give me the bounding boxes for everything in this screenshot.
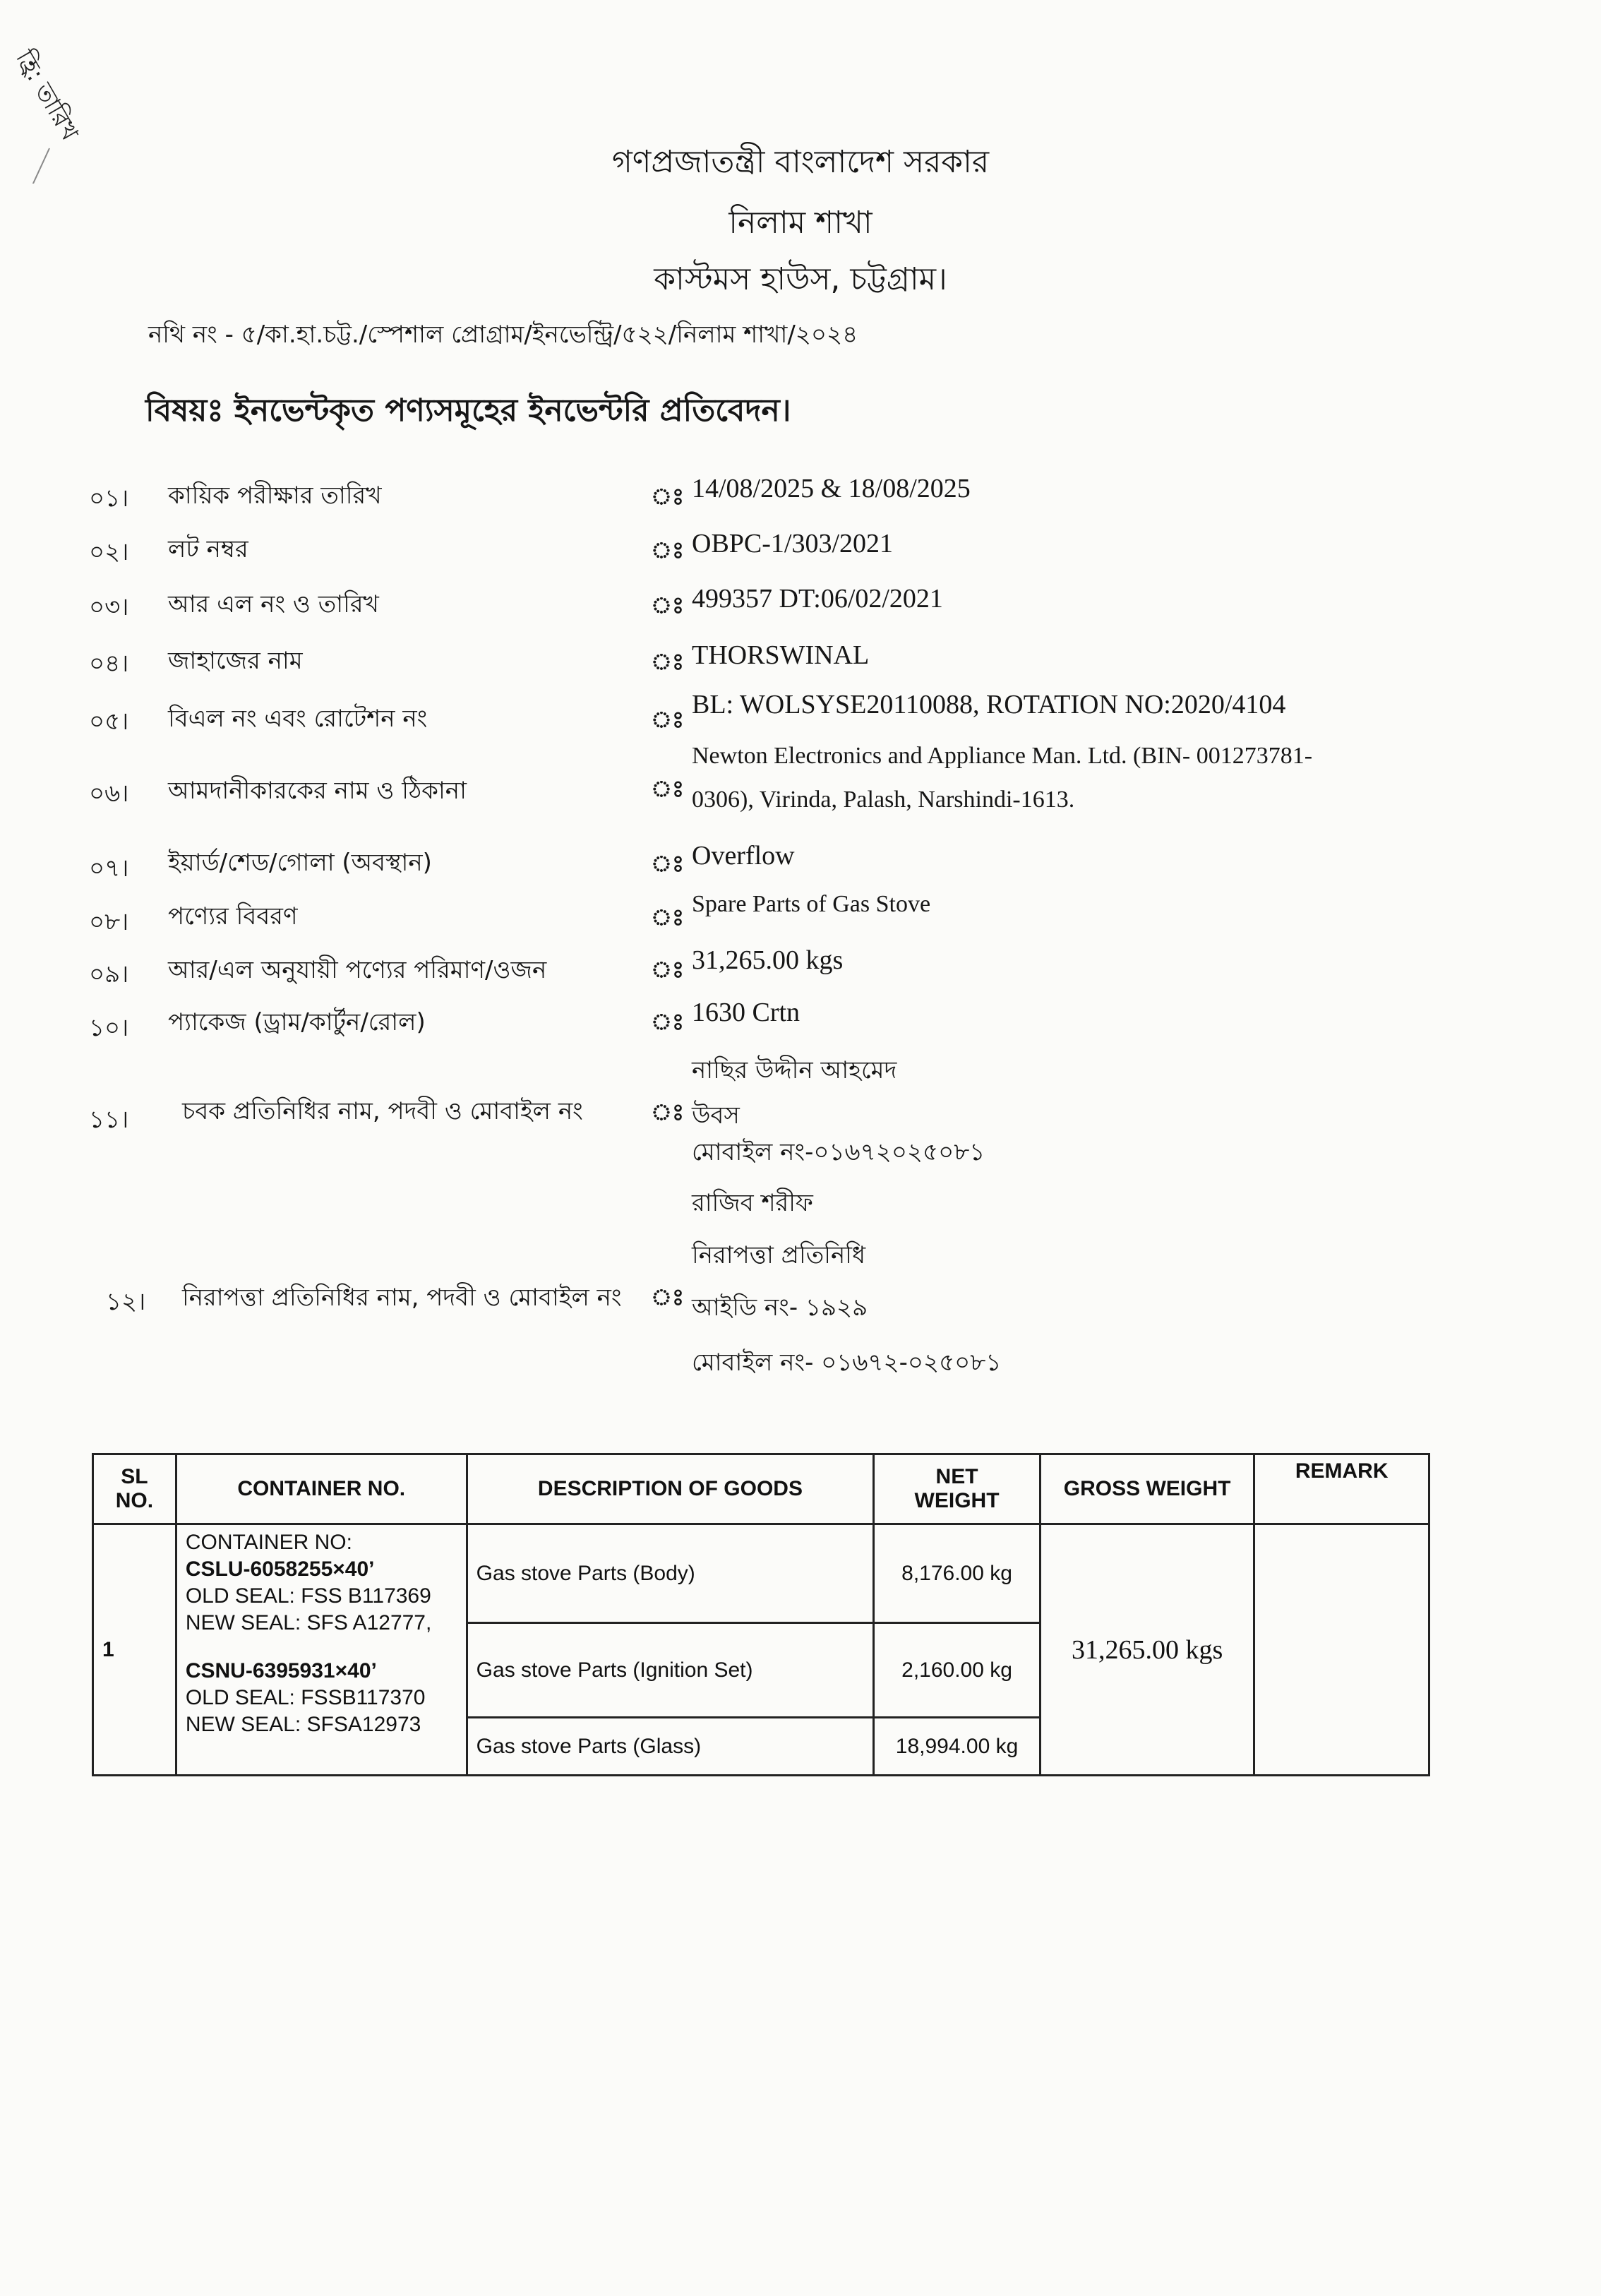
row-colon: ঃ (651, 850, 685, 877)
row-label: জাহাজের নাম (168, 647, 303, 675)
header-government: গণপ্রজাতন্ত্রী বাংলাদেশ সরকার (611, 144, 990, 180)
row-label: আমদানীকারকের নাম ও ঠিকানা (168, 777, 467, 805)
row-number: ০১। (89, 484, 129, 513)
row-colon: ঃ (651, 648, 685, 675)
row-number: ১০। (89, 1014, 129, 1042)
file-number: নথি নং - ৫/কা.হা.চট্ট./স্পেশাল প্রোগ্রাম/ইনভেন্ট্রি/৫২২/নিলাম শাখা/২০২৪ (148, 321, 858, 349)
row-colon: ঃ (651, 537, 685, 563)
row-colon: ঃ (651, 1099, 685, 1125)
header-container: CONTAINER NO. (176, 1454, 467, 1524)
row-label: বিএল নং এবং রোটেশন নং (168, 705, 428, 733)
table-row (93, 1524, 1429, 1623)
row-colon: ঃ (651, 483, 685, 510)
goods-description-value: Spare Parts of Gas Stove (692, 891, 931, 917)
row-number: ০৬। (89, 779, 129, 808)
row-label: পণ্যের বিবরণ (168, 902, 298, 931)
cpa-rep-mobile: মোবাইল নং-০১৬৭২০২৫০৮১ (692, 1138, 985, 1166)
header-branch: নিলাম শাখা (728, 205, 873, 241)
row-label: ইয়ার্ড/শেড/গোলা (অবস্থান) (168, 849, 432, 877)
margin-note-text: হ্রি: তারিখ (10, 45, 84, 145)
row-number: ০৯। (89, 960, 129, 988)
row-colon: ঃ (651, 706, 685, 733)
container-2-new-seal: NEW SEAL: SFSA12973 (185, 1713, 421, 1736)
lot-number-value: OBPC-1/303/2021 (692, 529, 894, 558)
bl-rotation-value: BL: WOLSYSE20110088, ROTATION NO:2020/4104 (692, 690, 1286, 719)
row-colon: ঃ (651, 775, 685, 802)
header-remark: REMARK (1254, 1454, 1429, 1524)
gross-weight-cell: 31,265.00 kgs (1040, 1524, 1254, 1776)
security-rep-name: রাজিব শরীফ (692, 1189, 813, 1217)
cpa-rep-name: নাছির উদ্দীন আহমেদ (692, 1056, 897, 1084)
row-number: ০৫। (89, 707, 129, 736)
row-number: ০৮। (89, 908, 129, 936)
vessel-name-value: THORSWINAL (692, 640, 870, 670)
header-net-line-2: WEIGHT (914, 1489, 1000, 1512)
row-label: আর এল নং ও তারিখ (168, 590, 379, 618)
item-net-weight: 8,176.00 kg (874, 1524, 1041, 1623)
remark-cell (1254, 1524, 1429, 1776)
container-label: CONTAINER NO: (185, 1531, 352, 1554)
header-sl-line-1: SL (121, 1465, 148, 1488)
row-number: ১২। (106, 1288, 146, 1316)
container-1-number: CSLU-6058255×40’ (185, 1557, 375, 1581)
cpa-rep-designation: উবস (692, 1101, 740, 1130)
quantity-weight-value: 31,265.00 kgs (692, 945, 844, 975)
subject-line: বিষয়ঃ ইনভেন্টকৃত পণ্যসমূহের ইনভেন্টরি প্রতিবেদন। (145, 393, 791, 429)
security-rep-id: আইডি নং- ১৯২৯ (692, 1293, 868, 1322)
container-spacer (186, 1637, 457, 1658)
header-office: কাস্টমস হাউস, চট্টগ্রাম। (654, 261, 947, 297)
inventory-table (92, 1453, 1430, 1776)
header-sl-line-2: NO. (115, 1489, 154, 1512)
row-colon: ঃ (651, 956, 685, 983)
row-label: আর/এল অনুযায়ী পণ্যের পরিমাণ/ওজন (168, 956, 547, 984)
item-net-weight: 18,994.00 kg (874, 1718, 1041, 1776)
row-label: নিরাপত্তা প্রতিনিধির নাম, পদবী ও মোবাইল নং (182, 1284, 622, 1312)
container-cell (176, 1524, 467, 1776)
row-colon: ঃ (651, 904, 685, 931)
header-net-line-1: NET (935, 1465, 978, 1488)
row-label: লট নম্বর (168, 535, 248, 563)
header-net-weight (874, 1454, 1041, 1524)
row-colon: ঃ (651, 1008, 685, 1035)
container-2-number: CSNU-6395931×40’ (185, 1659, 377, 1682)
row-number: ০৪। (89, 650, 129, 678)
row-label: চবক প্রতিনিধির নাম, পদবী ও মোবাইল নং (182, 1097, 583, 1125)
item-description: Gas stove Parts (Glass) (467, 1718, 874, 1776)
container-1-old-seal: OLD SEAL: FSS B117369 (185, 1584, 431, 1608)
row-label: প্যাকেজ (ড্রাম/কার্টুন/রোল) (168, 1008, 426, 1036)
row-number: ০২। (89, 538, 129, 566)
security-rep-designation: নিরাপত্তা প্রতিনিধি (692, 1241, 866, 1269)
row-number: ১১। (89, 1106, 129, 1134)
item-net-weight: 2,160.00 kg (874, 1623, 1041, 1718)
row-number: ০৭। (89, 854, 129, 883)
item-description: Gas stove Parts (Ignition Set) (467, 1623, 874, 1718)
row-number: ০৩। (89, 593, 129, 621)
rl-number-value: 499357 DT:06/02/2021 (692, 584, 943, 614)
row-label: কায়িক পরীক্ষার তারিখ (168, 482, 382, 510)
header-gross-weight: GROSS WEIGHT (1040, 1454, 1254, 1524)
sl-cell: 1 (93, 1524, 176, 1776)
item-description: Gas stove Parts (Body) (467, 1524, 874, 1623)
importer-line-2: 0306), Virinda, Palash, Narshindi-1613. (692, 787, 1075, 813)
header-description: DESCRIPTION OF GOODS (467, 1454, 874, 1524)
row-colon: ঃ (651, 592, 685, 618)
package-value: 1630 Crtn (692, 998, 800, 1027)
importer-line-1: Newton Electronics and Appliance Man. Ltd. (BIN- 001273781- (692, 743, 1313, 769)
row-colon: ঃ (651, 1284, 685, 1310)
container-2-old-seal: OLD SEAL: FSSB117370 (185, 1686, 426, 1709)
header-sl (93, 1454, 176, 1524)
exam-date-value: 14/08/2025 & 18/08/2025 (692, 474, 971, 503)
container-1-new-seal: NEW SEAL: SFS A12777, (185, 1611, 432, 1634)
yard-value: Overflow (692, 841, 795, 871)
table-header-row (93, 1454, 1429, 1524)
security-rep-mobile: মোবাইল নং- ০১৬৭২-০২৫০৮১ (692, 1349, 1002, 1377)
